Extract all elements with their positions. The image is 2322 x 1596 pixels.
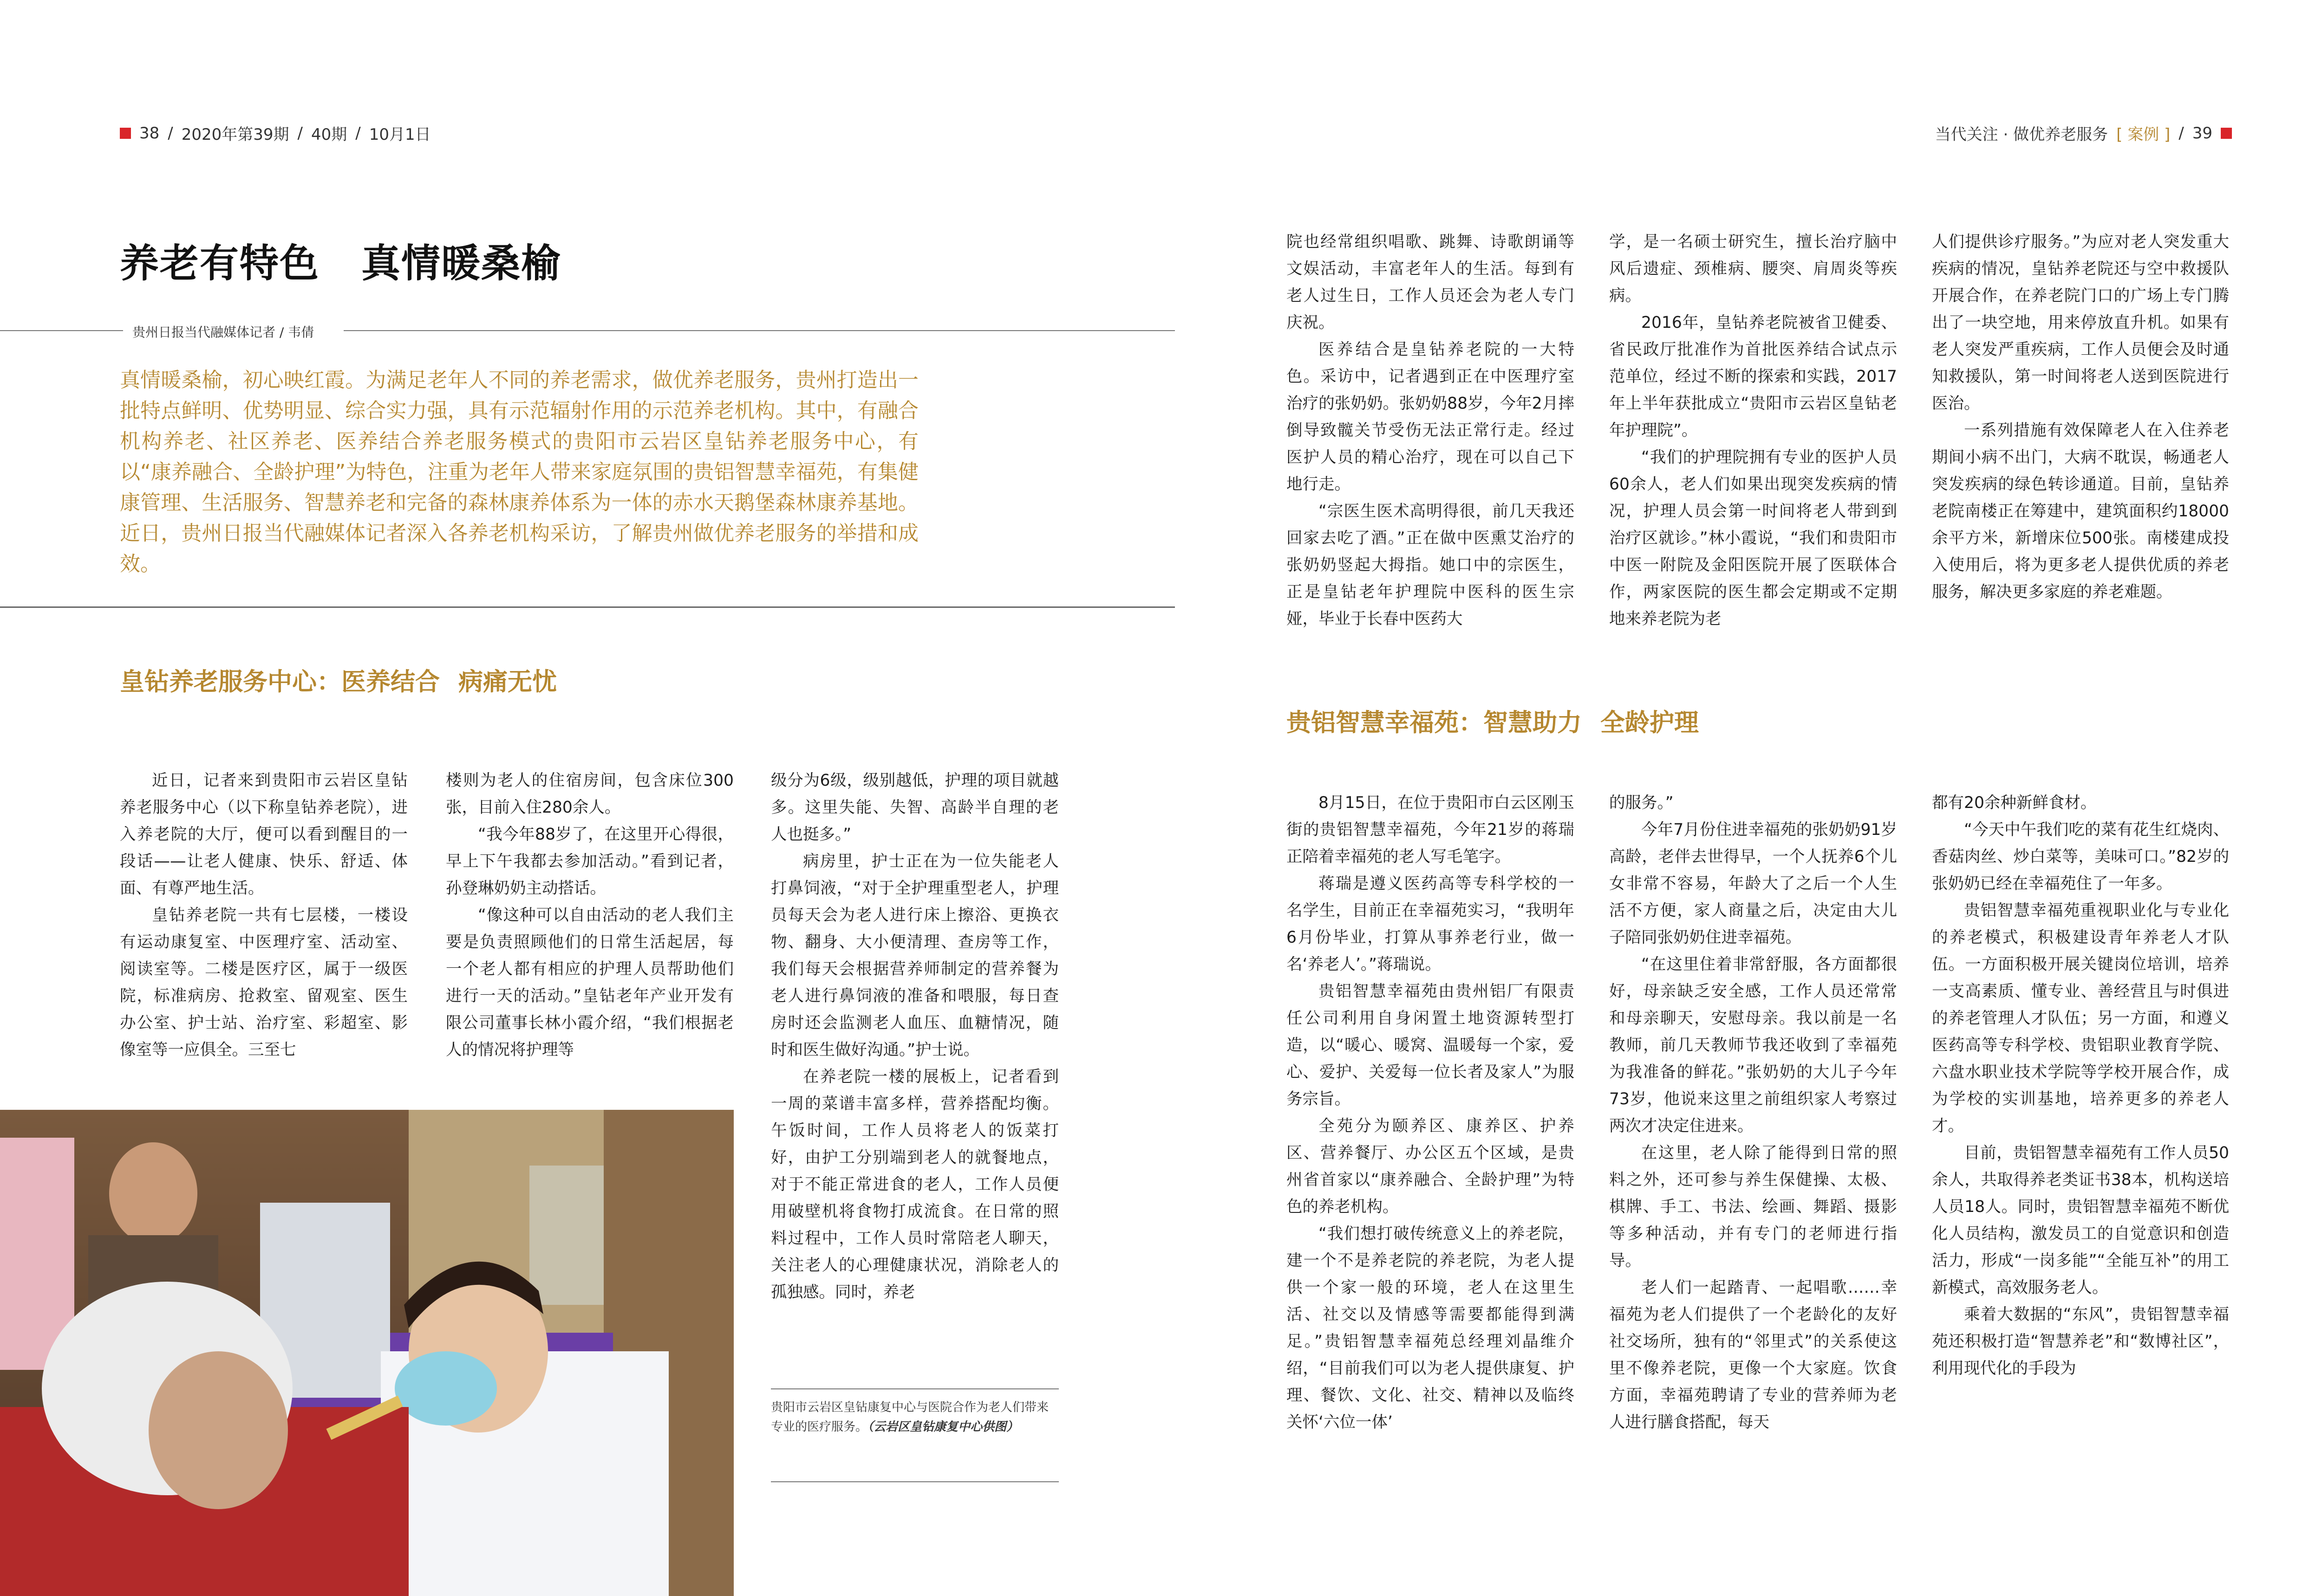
section1-column-1: 近日，记者来到贵阳市云岩区皇钻养老服务中心（以下称皇钻养老院），进入养老院的大厅，便可以看到醒目的一段话——让老人健康、快乐、舒适、体面、有尊严地生活。 皇钻养老院一共有七层楼，一楼设有运动康复室、中医理疗室、活动室、阅读室等。二楼是医疗区，属于一级医院，标准病房、抢救室、留观室、医生办公室、护士站、治疗室、彩超室、影像室等一应俱全。三至七 xyxy=(120,771,408,1059)
section1-column-3: 级分为6级，级别越低，护理的项目就越多。这里失能、失智、高龄半自理的老人也挺多。” 病房里，护士正在为一位失能老人打鼻饲液，“对于全护理重型老人，护理员每天会为老人进行床上擦浴、更换衣物、翻身、大小便清理、查房等工作，我们每天会根据营养师制定的营养餐为老人进行鼻饲液的准备和喂服，每日查房时还会监测老人血压、血糖情况，随时和医生做好沟通。”护士说。 在养老院一楼的展板上，记者看到一周的菜谱丰富多样，营养搭配均衡。午饭时间，工作人员将老人的饭菜打好，由护工分别端到老人的就餐地点，对于不能正常进食的老人，工作人员便用破壁机将食物打成流食。在日常的照料过程中，工作人员时常陪老人聊天，关注老人的心理健康状况，消除老人的孤独感。同时，养老 xyxy=(771,771,1059,1302)
photo-caption: 贵阳市云岩区皇钻康复中心与医院合作为老人们带来专业的医疗服务。（云岩区皇钻康复中心供图） xyxy=(771,1401,1049,1434)
page-number-left: 38 xyxy=(139,124,160,143)
byline-rule-left xyxy=(0,330,123,331)
red-square-marker xyxy=(2221,128,2232,139)
red-square-marker xyxy=(120,128,131,139)
caption-rule-top xyxy=(771,1388,1059,1389)
page2-column-2: 学，是一名硕士研究生，擅长治疗脑中风后遗症、颈椎病、腰突、肩周炎等疾病。 2016年，皇钻养老院被省卫健委、省民政厅批准作为首批医养结合试点示范单位，经过不断的探索和实践，2017年上半年获批成立“贵阳市云岩区皇钻老年护理院”。 “我们的护理院拥有专业的医护人员60余人，老人们如果出现突发疾病的情况，护理人员会第一时间将老人带到到治疗区就诊。”林小霞说，“我们和贵阳市中医一附院及金阳医院开展了医联体合作，两家医院的医生都会定期或不定期地来养老院为老 xyxy=(1609,233,1897,628)
lead-divider xyxy=(0,606,1175,608)
issue-date: 10月1日 xyxy=(369,125,431,144)
caption-rule-bottom xyxy=(771,1481,1059,1482)
section-tag: [ 案例 ] xyxy=(2116,125,2171,144)
page2-column-1: 院也经常组织唱歌、跳舞、诗歌朗诵等文娱活动，丰富老年人的生活。每到有老人过生日，工作人员还会为老人专门庆祝。 医养结合是皇钻养老院的一大特色。采访中，记者遇到正在中医理疗室治疗的张奶奶。张奶奶88岁，今年2月摔倒导致髋关节受伤无法正常行走。经过医护人员的精心治疗，现在可以自己下地行走。 “宗医生医术高明得很，前几天我还回家去吃了酒。”正在做中医熏艾治疗的张奶奶竖起大拇指。她口中的宗医生，正是皇钻老年护理院中医科的医生宗娅，毕业于长春中医药大 xyxy=(1286,233,1574,628)
photo-medical-service-illustration xyxy=(0,1110,734,1596)
section1-column-2: 楼则为老人的住宿房间，包含床位300张，目前入住280余人。 “我今年88岁了，在这里开心得很，早上下午我都去参加活动。”看到记者，孙登琳奶奶主动搭话。 “像这种可以自由活动的老人我们主要是负责照顾他们的日常生活起居，每一个老人都有相应的护理人员帮助他们进行一天的活动。”皇钻老年产业开发有限公司董事长林小霞介绍，“我们根据老人的情况将护理等 xyxy=(446,771,734,1059)
section2-column-2: 的服务。” 今年7月份住进幸福苑的张奶奶91岁高龄，老伴去世得早，一个人抚养6个儿女非常不容易，年龄大了之后一个人生活不方便，家人商量之后，决定由大儿子陪同张奶奶住进幸福苑。 “在这里住着非常舒服，各方面都很好，母亲缺乏安全感，工作人员还常常和母亲聊天，安慰母亲。我以前是一名教师，前几天教师节我还收到了幸福苑为我准备的鲜花。”张奶奶的大儿子今年73岁，他说来这里之前组织家人考察过两次才决定住进来。 在这里，老人除了能得到日常的照料之外，还可参与养生保健操、太极、棋牌、手工、书法、绘画、舞蹈、摄影等多种活动，并有专门的老师进行指导。 老人们一起踏青、一起唱歌……幸福苑为老人们提供了一个老龄化的友好社交场所，独有的“邻里式”的关系使这里不像养老院，更像一个大家庭。饮食方面，幸福苑聘请了专业的营养师为老人进行膳食搭配，每天 xyxy=(1609,794,1897,1432)
article-photo xyxy=(0,1110,734,1596)
running-header-left: 38 / 2020年第39期 / 40期 / 10月1日 xyxy=(120,122,431,144)
byline-rule-right xyxy=(344,330,1175,331)
issue-number: 40期 xyxy=(311,125,347,144)
page-number-right: 39 xyxy=(2192,124,2212,143)
section-label: 当代关注 · 做优养老服务 xyxy=(1935,125,2108,144)
running-header-right: 当代关注 · 做优养老服务 [ 案例 ] / 39 xyxy=(1935,122,2232,144)
section2-column-3: 都有20余种新鲜食材。 “今天中午我们吃的菜有花生红烧肉、香菇肉丝、炒白菜等，美味可口。”82岁的张奶奶已经在幸福苑住了一年多。 贵铝智慧幸福苑重视职业化与专业化的养老模式，积极建设青年养老人才队伍。一方面积极开展关键岗位培训，培养一支高素质、懂专业、善经营且与时俱进的养老管理人才队伍；另一方面，和遵义医药高等专科学校、贵铝职业教育学院、六盘水职业技术学院等学校开展合作，成为学校的实训基地，培养更多的养老人才。 目前，贵铝智慧幸福苑有工作人员50余人，共取得养老类证书38本，机构送培人员18人。同时，贵铝智慧幸福苑不断优化人员结构，激发员工的自觉意识和创造活力，形成“一岗多能”“全能互补”的用工新模式，高效服务老人。 乘着大数据的“东风”，贵铝智慧幸福苑还积极打造“智慧养老”和“数博社区”，利用现代化的手段为 xyxy=(1932,794,2229,1378)
section-heading-1: 皇钻养老服务中心：医养结合 病痛无忧 xyxy=(120,667,557,696)
byline: 贵州日报当代融媒体记者 / 韦倩 xyxy=(132,325,314,340)
photo-credit: （云岩区皇钻康复中心供图） xyxy=(867,1420,1019,1434)
page2-column-3: 人们提供诊疗服务。”为应对老人突发重大疾病的情况，皇钻养老院还与空中救援队开展合作，在养老院门口的广场上专门腾出了一块空地，用来停放直升机。如果有老人突发严重疾病，工作人员便会及时通知救援队，第一时间将老人送到医院进行医治。 一系列措施有效保障老人在入住养老期间小病不出门，大病不耽误，畅通老人突发疾病的绿色转诊通道。目前，皇钻养老院南楼正在筹建中，建筑面积约18000余平方米，新增床位500张。南楼建成投入使用后，将为更多老人提供优质的养老服务，解决更多家庭的养老难题。 xyxy=(1932,233,2229,601)
article-title: 养老有特色 真情暖桑榆 xyxy=(120,240,561,286)
issue-label: 2020年第39期 xyxy=(181,125,289,144)
section2-column-1: 8月15日，在位于贵阳市白云区刚玉街的贵铝智慧幸福苑，今年21岁的蒋瑞正陪着幸福苑的老人写毛笔字。 蒋瑞是遵义医药高等专科学校的一名学生，目前正在幸福苑实习，“我明年6月份毕业，打算从事养老行业，做一名‘养老人’。”蒋瑞说。 贵铝智慧幸福苑由贵州铝厂有限责任公司利用自身闲置土地资源转型打造，以“暖心、暖窝、温暖每一个家，爱心、爱护、关爱每一位长者及家人”为服务宗旨。 全苑分为颐养区、康养区、护养区、营养餐厅、办公区五个区域，是贵州省首家以“康养融合、全龄护理”为特色的养老机构。 “我们想打破传统意义上的养老院，建一个不是养老院的养老院，为老人提供一个家一般的环境，老人在这里生活、社交以及情感等需要都能得到满足。”贵铝智慧幸福苑总经理刘晶维介绍，“目前我们可以为老人提供康复、护理、餐饮、文化、社交、精神以及临终关怀‘六位一体’ xyxy=(1286,794,1574,1432)
section-heading-2: 贵铝智慧幸福苑：智慧助力 全龄护理 xyxy=(1286,708,1699,737)
article-lead: 真情暖桑榆，初心映红霞。为满足老年人不同的养老需求，做优养老服务，贵州打造出一批特点鲜明、优势明显、综合实力强，具有示范辐射作用的示范养老机构。其中，有融合机构养老、社区养老、医养结合养老服务模式的贵阳市云岩区皇钻养老服务中心，有以“康养融合、全龄护理”为特色，注重为老年人带来家庭氛围的贵铝智慧幸福苑，有集健康管理、生活服务、智慧养老和完备的森林康养体系为一体的赤水天鹅堡森林康养基地。近日，贵州日报当代融媒体记者深入各养老机构采访，了解贵州做优养老服务的举措和成效。 xyxy=(120,368,919,576)
